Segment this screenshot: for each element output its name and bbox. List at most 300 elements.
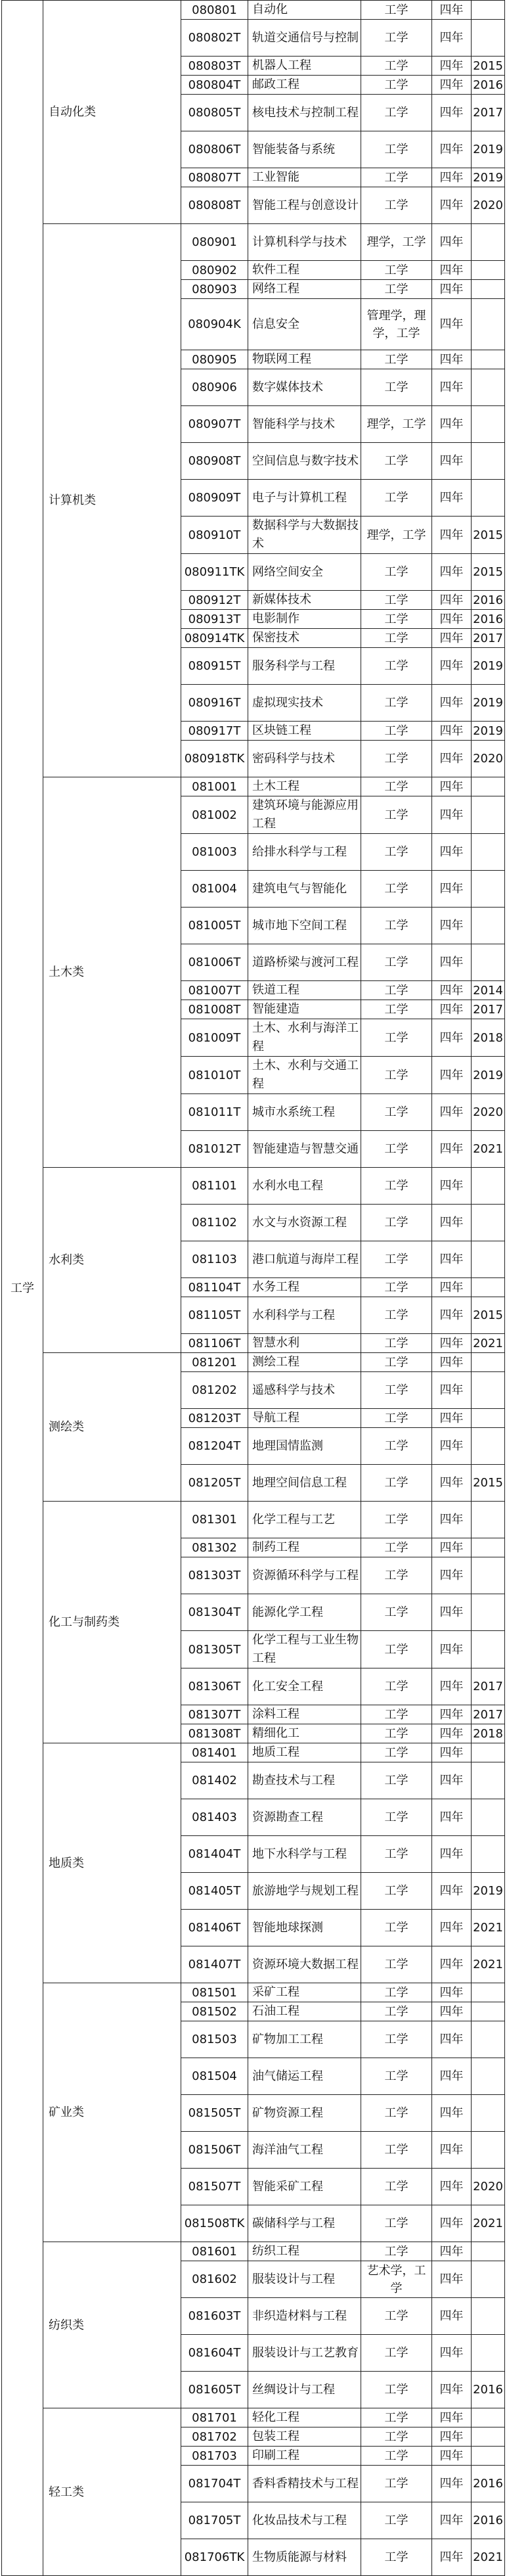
degree-cell: 工学 xyxy=(361,1465,432,1502)
degree-cell: 工学 xyxy=(361,1205,432,1241)
major-code-cell: 081402 xyxy=(181,1762,248,1799)
added-year-cell: 2020 xyxy=(472,2169,505,2205)
major-group-cell: 测绘类 xyxy=(43,1353,181,1502)
added-year-cell xyxy=(472,871,505,908)
major-name-cell: 地质工程 xyxy=(248,1743,361,1762)
duration-cell: 四年 xyxy=(432,280,472,299)
degree-cell: 工学 xyxy=(361,685,432,722)
degree-cell: 工学 xyxy=(361,95,432,131)
major-code-cell: 080910T xyxy=(181,517,248,554)
added-year-cell xyxy=(472,1538,505,1557)
major-name-cell: 物联网工程 xyxy=(248,350,361,369)
major-name-cell: 化学工程与工艺 xyxy=(248,1502,361,1538)
major-name-cell: 印刷工程 xyxy=(248,2447,361,2466)
degree-cell: 工学 xyxy=(361,2408,432,2427)
added-year-cell xyxy=(472,1409,505,1428)
degree-cell: 工学 xyxy=(361,20,432,57)
major-code-cell: 080808T xyxy=(181,187,248,224)
major-name-cell: 计算机科学与技术 xyxy=(248,224,361,261)
duration-cell: 四年 xyxy=(432,2298,472,2335)
duration-cell: 四年 xyxy=(432,350,472,369)
major-code-cell: 081308T xyxy=(181,1724,248,1743)
degree-cell: 工学 xyxy=(361,480,432,517)
table-row xyxy=(2,1983,505,2002)
added-year-cell: 2019 xyxy=(472,131,505,168)
major-code-cell: 081202 xyxy=(181,1372,248,1409)
degree-cell: 工学 xyxy=(361,591,432,610)
added-year-cell: 2016 xyxy=(472,2466,505,2502)
degree-cell: 工学 xyxy=(361,1705,432,1724)
degree-cell: 理学，工学 xyxy=(361,224,432,261)
major-name-cell: 土木工程 xyxy=(248,777,361,796)
degree-cell: 工学 xyxy=(361,2095,432,2132)
major-code-cell: 081304T xyxy=(181,1594,248,1631)
added-year-cell xyxy=(472,2335,505,2372)
added-year-cell xyxy=(472,834,505,871)
duration-cell: 四年 xyxy=(432,76,472,95)
major-code-cell: 081307T xyxy=(181,1705,248,1724)
major-name-cell: 智慧水利 xyxy=(248,1334,361,1353)
duration-cell: 四年 xyxy=(432,1724,472,1743)
added-year-cell: 2017 xyxy=(472,1000,505,1019)
major-code-cell: 080803T xyxy=(181,57,248,76)
major-name-cell: 核电技术与控制工程 xyxy=(248,95,361,131)
added-year-cell: 2019 xyxy=(472,685,505,722)
major-name-cell: 空间信息与数字技术 xyxy=(248,443,361,480)
added-year-cell xyxy=(472,1,505,20)
added-year-cell xyxy=(472,224,505,261)
degree-cell: 工学 xyxy=(361,2021,432,2058)
major-name-cell: 水务工程 xyxy=(248,1278,361,1297)
duration-cell: 四年 xyxy=(432,2132,472,2169)
major-name-cell: 自动化 xyxy=(248,1,361,20)
degree-cell: 工学 xyxy=(361,1836,432,1873)
added-year-cell xyxy=(472,1428,505,1465)
major-name-cell: 新媒体技术 xyxy=(248,591,361,610)
major-name-cell: 信息安全 xyxy=(248,299,361,350)
added-year-cell: 2015 xyxy=(472,57,505,76)
added-year-cell xyxy=(472,1372,505,1409)
degree-cell: 工学 xyxy=(361,1372,432,1409)
major-code-cell: 081503 xyxy=(181,2021,248,2058)
table-row xyxy=(2,1,505,20)
discipline-category-cell: 工学 xyxy=(2,1,43,2576)
major-name-cell: 水利水电工程 xyxy=(248,1168,361,1205)
duration-cell: 四年 xyxy=(432,871,472,908)
degree-cell: 工学 xyxy=(361,908,432,944)
duration-cell: 四年 xyxy=(432,224,472,261)
degree-cell: 工学 xyxy=(361,1168,432,1205)
major-code-cell: 081702 xyxy=(181,2427,248,2447)
duration-cell: 四年 xyxy=(432,2242,472,2261)
added-year-cell: 2021 xyxy=(472,1946,505,1983)
table-row xyxy=(2,2408,505,2427)
duration-cell: 四年 xyxy=(432,908,472,944)
major-code-cell: 081404T xyxy=(181,1836,248,1873)
degree-cell: 工学 xyxy=(361,168,432,187)
major-name-cell: 给排水科学与工程 xyxy=(248,834,361,871)
major-code-cell: 081201 xyxy=(181,1353,248,1372)
added-year-cell: 2018 xyxy=(472,1724,505,1743)
duration-cell: 四年 xyxy=(432,1057,472,1094)
duration-cell: 四年 xyxy=(432,261,472,280)
major-name-cell: 电影制作 xyxy=(248,610,361,629)
duration-cell: 四年 xyxy=(432,777,472,796)
added-year-cell xyxy=(472,1353,505,1372)
table-row xyxy=(2,1502,505,1538)
duration-cell: 四年 xyxy=(432,1334,472,1353)
degree-cell: 工学 xyxy=(361,1762,432,1799)
added-year-cell xyxy=(472,2021,505,2058)
major-code-cell: 081205T xyxy=(181,1465,248,1502)
major-name-cell: 资源勘查工程 xyxy=(248,1799,361,1836)
major-name-cell: 服务科学与工程 xyxy=(248,648,361,685)
added-year-cell xyxy=(472,2002,505,2021)
major-name-cell: 能源化学工程 xyxy=(248,1594,361,1631)
added-year-cell xyxy=(472,1557,505,1594)
major-name-cell: 智能采矿工程 xyxy=(248,2169,361,2205)
added-year-cell: 2015 xyxy=(472,1297,505,1334)
added-year-cell xyxy=(472,1799,505,1836)
major-name-cell: 智能建造 xyxy=(248,1000,361,1019)
duration-cell: 四年 xyxy=(432,610,472,629)
major-name-cell: 制药工程 xyxy=(248,1538,361,1557)
major-name-cell: 土木、水利与交通工程 xyxy=(248,1057,361,1094)
major-name-cell: 海洋油气工程 xyxy=(248,2132,361,2169)
major-name-cell: 工业智能 xyxy=(248,168,361,187)
degree-cell: 工学 xyxy=(361,1594,432,1631)
duration-cell: 四年 xyxy=(432,131,472,168)
duration-cell: 四年 xyxy=(432,1631,472,1668)
major-name-cell: 城市地下空间工程 xyxy=(248,908,361,944)
degree-cell: 工学 xyxy=(361,2058,432,2095)
degree-cell: 工学 xyxy=(361,2298,432,2335)
added-year-cell: 2015 xyxy=(472,517,505,554)
added-year-cell xyxy=(472,480,505,517)
duration-cell: 四年 xyxy=(432,2169,472,2205)
added-year-cell xyxy=(472,1278,505,1297)
major-code-cell: 080806T xyxy=(181,131,248,168)
major-name-cell: 导航工程 xyxy=(248,1409,361,1428)
added-year-cell xyxy=(472,2132,505,2169)
major-name-cell: 矿物资源工程 xyxy=(248,2095,361,2132)
added-year-cell xyxy=(472,2447,505,2466)
duration-cell: 四年 xyxy=(432,741,472,777)
degree-cell: 工学 xyxy=(361,1724,432,1743)
major-code-cell: 081305T xyxy=(181,1631,248,1668)
duration-cell: 四年 xyxy=(432,1465,472,1502)
added-year-cell: 2020 xyxy=(472,741,505,777)
duration-cell: 四年 xyxy=(432,1705,472,1724)
added-year-cell: 2016 xyxy=(472,610,505,629)
major-code-cell: 081001 xyxy=(181,777,248,796)
major-name-cell: 网络空间安全 xyxy=(248,554,361,591)
duration-cell: 四年 xyxy=(432,1799,472,1836)
duration-cell: 四年 xyxy=(432,591,472,610)
major-name-cell: 香料香精技术与工程 xyxy=(248,2466,361,2502)
major-code-cell: 081603T xyxy=(181,2298,248,2335)
degree-cell: 理学，工学 xyxy=(361,517,432,554)
duration-cell: 四年 xyxy=(432,1946,472,1983)
duration-cell: 四年 xyxy=(432,1,472,20)
degree-cell: 工学 xyxy=(361,1131,432,1168)
duration-cell: 四年 xyxy=(432,981,472,1000)
major-code-cell: 081508TK xyxy=(181,2205,248,2242)
added-year-cell xyxy=(472,2261,505,2298)
degree-cell: 工学 xyxy=(361,280,432,299)
duration-cell: 四年 xyxy=(432,2408,472,2427)
degree-cell: 工学 xyxy=(361,443,432,480)
added-year-cell: 2015 xyxy=(472,554,505,591)
degree-cell: 工学 xyxy=(361,629,432,648)
degree-cell: 工学 xyxy=(361,1743,432,1762)
degree-cell: 工学 xyxy=(361,1799,432,1836)
degree-cell: 工学 xyxy=(361,1668,432,1705)
duration-cell: 四年 xyxy=(432,443,472,480)
major-name-cell: 铁道工程 xyxy=(248,981,361,1000)
duration-cell: 四年 xyxy=(432,2002,472,2021)
table-body xyxy=(2,1,505,2576)
major-name-cell: 地下水科学与工程 xyxy=(248,1836,361,1873)
added-year-cell xyxy=(472,777,505,796)
added-year-cell xyxy=(472,1743,505,1762)
degree-cell: 工学 xyxy=(361,1019,432,1057)
duration-cell: 四年 xyxy=(432,1762,472,1799)
table-row xyxy=(2,1743,505,1762)
table-row xyxy=(2,224,505,261)
major-group-cell: 计算机类 xyxy=(43,224,181,777)
degree-cell: 工学 xyxy=(361,261,432,280)
major-name-cell: 化妆品技术与工程 xyxy=(248,2502,361,2539)
major-code-cell: 081604T xyxy=(181,2335,248,2372)
major-code-cell: 081306T xyxy=(181,1668,248,1705)
duration-cell: 四年 xyxy=(432,796,472,834)
added-year-cell xyxy=(472,406,505,443)
major-code-cell: 080807T xyxy=(181,168,248,187)
added-year-cell xyxy=(472,908,505,944)
added-year-cell xyxy=(472,944,505,981)
duration-cell: 四年 xyxy=(432,685,472,722)
major-code-cell: 080913T xyxy=(181,610,248,629)
major-group-cell: 纺织类 xyxy=(43,2242,181,2408)
major-name-cell: 网络工程 xyxy=(248,280,361,299)
major-code-cell: 081505T xyxy=(181,2095,248,2132)
major-group-cell: 地质类 xyxy=(43,1743,181,1983)
duration-cell: 四年 xyxy=(432,2427,472,2447)
major-name-cell: 丝绸设计与工程 xyxy=(248,2372,361,2408)
added-year-cell: 2020 xyxy=(472,1094,505,1131)
table-row xyxy=(2,777,505,796)
major-name-cell: 智能科学与技术 xyxy=(248,406,361,443)
degree-cell: 工学 xyxy=(361,2502,432,2539)
degree-cell: 工学 xyxy=(361,2427,432,2447)
major-code-cell: 081006T xyxy=(181,944,248,981)
duration-cell: 四年 xyxy=(432,168,472,187)
added-year-cell xyxy=(472,1241,505,1278)
degree-cell: 工学 xyxy=(361,57,432,76)
degree-cell: 工学 xyxy=(361,1557,432,1594)
degree-cell: 工学 xyxy=(361,1428,432,1465)
duration-cell: 四年 xyxy=(432,1409,472,1428)
major-name-cell: 邮政工程 xyxy=(248,76,361,95)
major-code-cell: 081406T xyxy=(181,1910,248,1946)
degree-cell: 工学 xyxy=(361,871,432,908)
major-name-cell: 虚拟现实技术 xyxy=(248,685,361,722)
duration-cell: 四年 xyxy=(432,369,472,406)
major-name-cell: 非织造材料与工程 xyxy=(248,2298,361,2335)
added-year-cell: 2016 xyxy=(472,2372,505,2408)
major-name-cell: 密码科学与技术 xyxy=(248,741,361,777)
duration-cell: 四年 xyxy=(432,517,472,554)
major-name-cell: 智能工程与创意设计 xyxy=(248,187,361,224)
added-year-cell xyxy=(472,1762,505,1799)
duration-cell: 四年 xyxy=(432,1743,472,1762)
major-code-cell: 081104T xyxy=(181,1278,248,1297)
duration-cell: 四年 xyxy=(432,2539,472,2576)
duration-cell: 四年 xyxy=(432,1241,472,1278)
major-code-cell: 080914TK xyxy=(181,629,248,648)
major-name-cell: 测绘工程 xyxy=(248,1353,361,1372)
major-code-cell: 080918TK xyxy=(181,741,248,777)
added-year-cell xyxy=(472,2095,505,2132)
major-code-cell: 081602 xyxy=(181,2261,248,2298)
duration-cell: 四年 xyxy=(432,1168,472,1205)
major-code-cell: 081605T xyxy=(181,2372,248,2408)
duration-cell: 四年 xyxy=(432,944,472,981)
degree-cell: 工学 xyxy=(361,834,432,871)
major-code-cell: 081403 xyxy=(181,1799,248,1836)
added-year-cell xyxy=(472,1594,505,1631)
added-year-cell: 2018 xyxy=(472,1019,505,1057)
duration-cell: 四年 xyxy=(432,1910,472,1946)
added-year-cell xyxy=(472,350,505,369)
duration-cell: 四年 xyxy=(432,1131,472,1168)
major-name-cell: 智能建造与智慧交通 xyxy=(248,1131,361,1168)
degree-cell: 工学 xyxy=(361,648,432,685)
added-year-cell xyxy=(472,2427,505,2447)
major-name-cell: 纺织工程 xyxy=(248,2242,361,2261)
degree-cell: 工学 xyxy=(361,2372,432,2408)
duration-cell: 四年 xyxy=(432,648,472,685)
duration-cell: 四年 xyxy=(432,1873,472,1910)
degree-cell: 工学 xyxy=(361,1297,432,1334)
major-name-cell: 生物质能源与材料 xyxy=(248,2539,361,2576)
added-year-cell: 2017 xyxy=(472,1705,505,1724)
added-year-cell: 2019 xyxy=(472,168,505,187)
added-year-cell: 2016 xyxy=(472,76,505,95)
degree-cell: 工学 xyxy=(361,1538,432,1557)
major-name-cell: 轻化工程 xyxy=(248,2408,361,2427)
duration-cell: 四年 xyxy=(432,1019,472,1057)
major-group-cell: 水利类 xyxy=(43,1168,181,1353)
added-year-cell: 2017 xyxy=(472,1668,505,1705)
major-name-cell: 矿物加工工程 xyxy=(248,2021,361,2058)
major-code-cell: 080901 xyxy=(181,224,248,261)
added-year-cell xyxy=(472,369,505,406)
added-year-cell xyxy=(472,796,505,834)
major-code-cell: 081012T xyxy=(181,1131,248,1168)
major-name-cell: 碳储科学与工程 xyxy=(248,2205,361,2242)
major-name-cell: 软件工程 xyxy=(248,261,361,280)
degree-cell: 工学 xyxy=(361,369,432,406)
major-name-cell: 化工安全工程 xyxy=(248,1668,361,1705)
degree-cell: 工学 xyxy=(361,777,432,796)
major-code-cell: 081506T xyxy=(181,2132,248,2169)
table-row xyxy=(2,2242,505,2261)
duration-cell: 四年 xyxy=(432,187,472,224)
degree-cell: 工学 xyxy=(361,2242,432,2261)
duration-cell: 四年 xyxy=(432,480,472,517)
duration-cell: 四年 xyxy=(432,299,472,350)
duration-cell: 四年 xyxy=(432,1000,472,1019)
degree-cell: 工学 xyxy=(361,1631,432,1668)
duration-cell: 四年 xyxy=(432,2335,472,2372)
major-code-cell: 080912T xyxy=(181,591,248,610)
major-code-cell: 080904K xyxy=(181,299,248,350)
degree-cell: 理学，工学 xyxy=(361,406,432,443)
major-name-cell: 土木、水利与海洋工程 xyxy=(248,1019,361,1057)
major-code-cell: 080906 xyxy=(181,369,248,406)
major-code-cell: 081101 xyxy=(181,1168,248,1205)
major-code-cell: 081008T xyxy=(181,1000,248,1019)
major-code-cell: 081502 xyxy=(181,2002,248,2021)
major-code-cell: 081501 xyxy=(181,1983,248,2002)
major-code-cell: 081009T xyxy=(181,1019,248,1057)
duration-cell: 四年 xyxy=(432,2466,472,2502)
major-code-cell: 081003 xyxy=(181,834,248,871)
major-name-cell: 水文与水资源工程 xyxy=(248,1205,361,1241)
major-name-cell: 地理国情监测 xyxy=(248,1428,361,1465)
major-name-cell: 服装设计与工程 xyxy=(248,2261,361,2298)
major-code-cell: 080911TK xyxy=(181,554,248,591)
major-name-cell: 智能装备与系统 xyxy=(248,131,361,168)
major-code-cell: 081011T xyxy=(181,1094,248,1131)
major-name-cell: 建筑环境与能源应用工程 xyxy=(248,796,361,834)
added-year-cell: 2021 xyxy=(472,2205,505,2242)
duration-cell: 四年 xyxy=(432,1668,472,1705)
degree-cell: 管理学，理学，工学 xyxy=(361,299,432,350)
added-year-cell xyxy=(472,2408,505,2427)
major-name-cell: 道路桥梁与渡河工程 xyxy=(248,944,361,981)
duration-cell: 四年 xyxy=(432,2502,472,2539)
major-name-cell: 旅游地学与规划工程 xyxy=(248,1873,361,1910)
major-code-cell: 081102 xyxy=(181,1205,248,1241)
degree-cell: 工学 xyxy=(361,1983,432,2002)
duration-cell: 四年 xyxy=(432,1297,472,1334)
major-name-cell: 机器人工程 xyxy=(248,57,361,76)
duration-cell: 四年 xyxy=(432,406,472,443)
major-name-cell: 轨道交通信号与控制 xyxy=(248,20,361,57)
added-year-cell: 2016 xyxy=(472,2502,505,2539)
major-code-cell: 081106T xyxy=(181,1334,248,1353)
major-code-cell: 080801 xyxy=(181,1,248,20)
duration-cell: 四年 xyxy=(432,554,472,591)
added-year-cell: 2019 xyxy=(472,722,505,741)
added-year-cell: 2017 xyxy=(472,629,505,648)
degree-cell: 工学 xyxy=(361,2447,432,2466)
major-code-cell: 081405T xyxy=(181,1873,248,1910)
duration-cell: 四年 xyxy=(432,1372,472,1409)
added-year-cell xyxy=(472,299,505,350)
degree-cell: 艺术学，工学 xyxy=(361,2261,432,2298)
degree-cell: 工学 xyxy=(361,1409,432,1428)
major-name-cell: 电子与计算机工程 xyxy=(248,480,361,517)
major-catalog-table xyxy=(1,0,505,2576)
major-code-cell: 081303T xyxy=(181,1557,248,1594)
major-code-cell: 080908T xyxy=(181,443,248,480)
added-year-cell xyxy=(472,2298,505,2335)
major-name-cell: 资源环境大数据工程 xyxy=(248,1946,361,1983)
